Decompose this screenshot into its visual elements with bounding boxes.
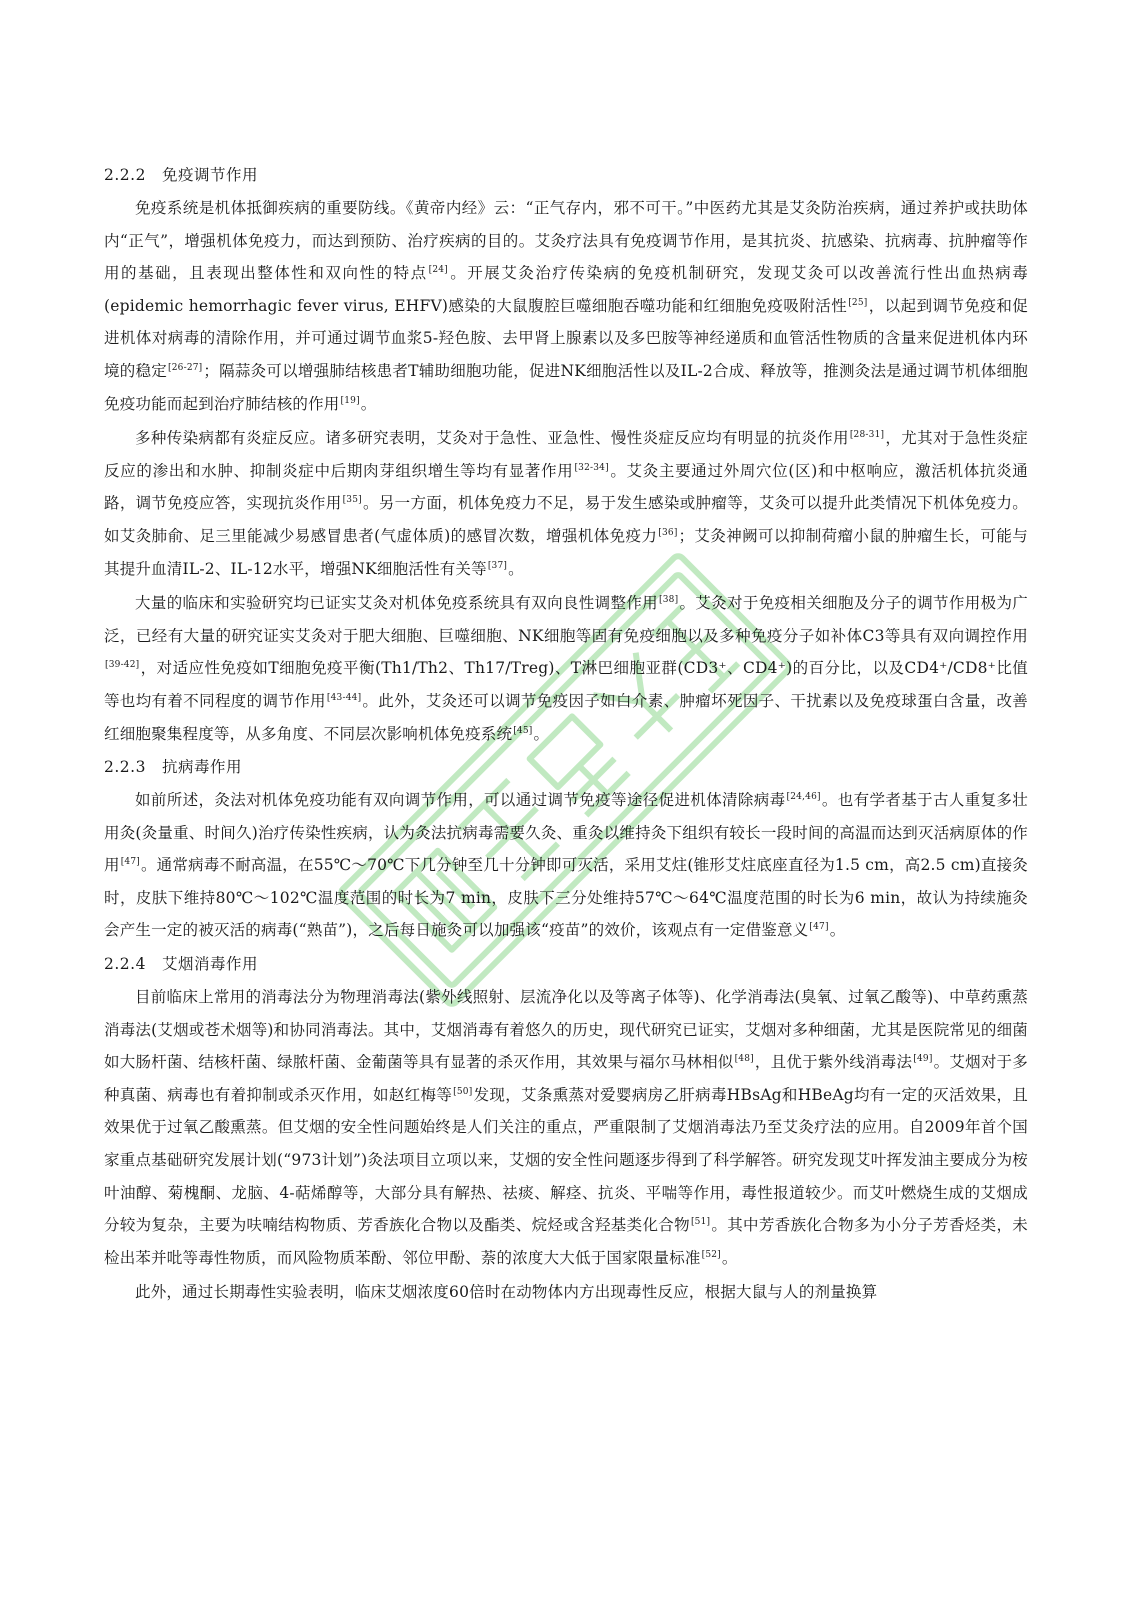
citation-ref: [47] [120,857,140,868]
citation-ref: [49] [913,1054,933,1065]
citation-ref: [26-27] [168,362,203,373]
citation-ref: [43-44] [326,692,362,703]
paragraph-text: 多种传染病都有炎症反应。诸多研究表明，艾灸对于急性、亚急性、慢性炎症反应均有明显的抗炎作用 [135,429,849,448]
citation-ref: [47] [809,922,829,933]
paragraph-text: 免疫系统是机体抵御疾病的重要防线。《黄帝内经》云：“正气存内，邪不可干。”中医药尤其是艾灸防治疾病，通过养护或扶助体内“正气”，增强机体免疫力，而达到预防、治疗疾病的目的。艾灸疗法具有免疫调节作用，是其抗炎、抗感染、抗病毒、抗肿瘤等作用的基础，且表现出整体性和双向性的特点 [104,199,1028,283]
paragraph-text: 目前临床上常用的消毒法分为物理消毒法(紫外线照射、层流净化以及等离子体等)、化学消毒法(臭氧、过氧乙酸等)、中草药熏蒸消毒法(艾烟或苍术烟等)和协同消毒法。其中，艾烟消毒有着悠久的历史，现代研究已证实，艾烟对多种细菌，尤其是医院常见的细菌如大肠杆菌、结核杆菌、绿脓杆菌、金葡菌等具有显著的杀灭作用，其效果与福尔马林相似 [104,988,1028,1072]
paragraph-text: ，且优于紫外线消毒法 [754,1053,913,1072]
citation-ref: [24] [428,265,448,276]
paragraph [104,422,1028,585]
paragraph-text: ，尤其对于急性炎症反应的渗出和水肿、抑制炎症中后期肉芽组织增生等均有显著作用 [104,429,1028,480]
paragraph-text: ，对适应性免疫如T细胞免疫平衡(Th1/Th2、Th17/Treg)、T淋巴细胞亚群(CD3⁺、CD4⁺)的百分比，以及CD4⁺/CD8⁺比值等也均有着不同程度的调节作用 [104,659,1028,710]
paragraph-text: 。 [829,921,846,940]
citation-ref: [48] [734,1054,754,1065]
section-heading: 2.2.3 抗病毒作用 [104,758,242,777]
section-heading: 2.2.4 艾烟消毒作用 [104,955,258,974]
paragraph [104,587,1028,750]
citation-ref: [37] [487,560,508,571]
citation-ref: [25] [848,297,868,308]
paragraph-text: ，以起到调节免疫和促进机体对病毒的清除作用，并可通过调节血浆5-羟色胺、去甲肾上腺素以及多巴胺等神经递质和血管活性物质的含量来促进机体内环境的稳定 [104,296,1028,380]
paragraph-text: 。 [721,1248,738,1267]
citation-ref: [19] [340,395,360,406]
paragraph-text: 。 [533,724,550,743]
paragraph [104,784,1028,947]
paragraph-text: ；隔蒜灸可以增强肺结核患者T辅助细胞功能，促进NK细胞活性以及IL-2合成、释放等，推测灸法是通过调节机体细胞免疫功能而起到治疗肺结核的作用 [104,361,1028,413]
paragraph-text: 。艾灸主要通过外周穴位(区)和中枢响应，激活机体抗炎通路，调节免疫应答，实现抗炎作用 [104,461,1028,513]
citation-ref: [32-34] [574,462,609,473]
citation-ref: [39-42] [105,660,140,671]
paragraph-text: 。 [360,394,377,413]
paragraph-text: 。其中芳香族化合物多为小分子芳香烃类，未检出苯并吡等毒性物质，而风险物质苯酚、邻位甲酚、萘的浓度大大低于国家限量标准 [104,1216,1028,1267]
paragraph-text: 。通常病毒不耐高温，在55℃～70℃下几分钟至几十分钟即可灭活，采用艾炷(锥形艾炷底座直径为1.5 cm，高2.5 cm)直接灸时，皮肤下维持80℃～102℃温度范围的时长为7 min，皮肤下三分处维持57℃～64℃温度范围的时长为6 min，故认为持续施灸会产生一定的被灭活的病毒(“熟苗”)，之后每日施灸可以加强该“疫苗”的效价，该观点有一定借鉴意义 [104,856,1028,940]
citation-ref: [35] [342,495,362,506]
paragraph [104,192,1028,420]
citation-ref: [28-31] [849,430,885,441]
paragraph-text: 。此外，艾灸还可以调节免疫因子如白介素、肿瘤坏死因子、干扰素以及免疫球蛋白含量，改善红细胞聚集程度等，从多角度、不同层次影响机体免疫系统 [104,691,1028,743]
paragraph-text: ；艾灸神阙可以抑制荷瘤小鼠的肿瘤生长，可能与其提升血清IL-2、IL-12水平，增强NK细胞活性有关等 [104,526,1029,578]
paragraph-text: 如前所述，灸法对机体免疫功能有双向调节作用，可以通过调节免疫等途径促进机体清除病毒 [135,791,786,810]
section-heading: 2.2.2 免疫调节作用 [104,166,258,184]
citation-ref: [52] [701,1249,721,1260]
paragraph-text: 发现，艾条熏蒸对爱婴病房乙肝病毒HBsAg和HBeAg均有一定的灭活效果，且效果优于过氧乙酸熏蒸。但艾烟的安全性问题始终是人们关注的重点，严重限制了艾烟消毒法乃至艾灸疗法的应用。自2009年首个国家重点基础研究发展计划(“973计划”)灸法项目立项以来，艾烟的安全性问题逐步得到了科学解答。研究发现艾叶挥发油主要成分为桉叶油醇、菊槐酮、龙脑、4-萜烯醇等，大部分具有解热、祛痰、解痉、抗炎、平喘等作用，毒性报道较少。而艾叶燃烧生成的艾烟成分较为复杂，主要为呋喃结构物质、芳香族化合物以及酯类、烷烃或含羟基类化合物 [104,1085,1028,1235]
paragraph [104,981,1028,1274]
paragraph-text: 。也有学者基于古人重复多壮用灸(灸量重、时间久)治疗传染性疾病，认为灸法抗病毒需要久灸、重灸以维持灸下组织有较长一段时间的高温而达到灭活病原体的作用 [104,791,1028,875]
paragraph-text: 此外，通过长期毒性实验表明，临床艾烟浓度60倍时在动物体内方出现毒性反应，根据大鼠与人的剂量换算 [135,1283,878,1302]
citation-ref: [50] [453,1086,473,1097]
article-body [104,158,1028,1309]
citation-ref: [51] [690,1217,711,1228]
paragraph-text: 。 [508,559,524,578]
paragraph-text: 。艾烟对于多种真菌、病毒也有着抑制或杀灭作用，如赵红梅等 [104,1053,1028,1104]
paragraph-text: 。另一方面，机体免疫力不足，易于发生感染或肿瘤等，艾灸可以提升此类情况下机体免疫力。如艾灸肺俞、足三里能减少易感冒患者(气虚体质)的感冒次数，增强机体免疫力 [104,494,1028,545]
paragraph-text: 。艾灸对于免疫相关细胞及分子的调节作用极为广泛，已经有大量的研究证实艾灸对于肥大细胞、巨噬细胞、NK细胞等固有免疫细胞以及多种免疫分子如补体C3等具有双向调控作用 [104,594,1028,645]
citation-ref: [38] [659,595,679,606]
citation-ref: [36] [658,527,678,538]
paragraph-text: 大量的临床和实验研究均已证实艾灸对机体免疫系统具有双向良性调整作用 [135,594,659,613]
paragraph [104,1276,1028,1309]
paragraph-text: 。开展艾灸治疗传染病的免疫机制研究，发现艾灸可以改善流行性出血热病毒(epidemic hemorrhagic fever virus, EHFV)感染的大鼠腹腔巨噬细胞吞噬功能和红细胞免疫吸附活性 [104,264,1028,315]
citation-ref: [24,46] [786,792,821,803]
citation-ref: [45] [513,725,533,736]
